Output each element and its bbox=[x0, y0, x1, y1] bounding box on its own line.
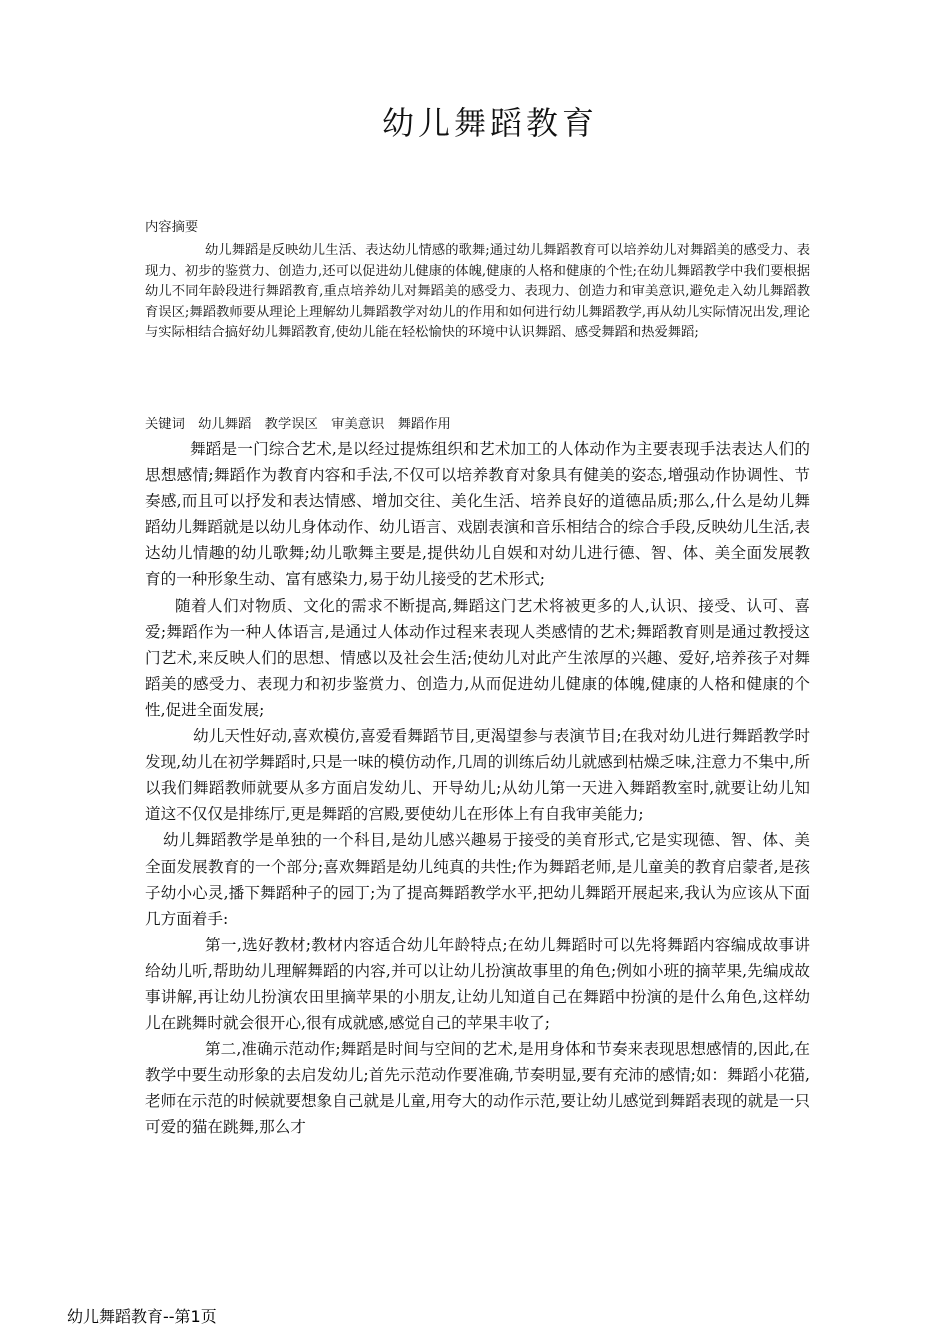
page-footer: 幼儿舞蹈教育--第1页 bbox=[67, 1307, 217, 1326]
summary-label: 内容摘要 bbox=[145, 220, 199, 235]
body-paragraph-2: 随着人们对物质、文化的需求不断提高,舞蹈这门艺术将被更多的人,认识、接受、认可、喜爱;舞蹈作为一种人体语言,是通过人体动作过程来表现人类感情的艺术;舞蹈教育则是通过教授这门艺术,来反映人们的思想、情感以及社会生活;使幼儿对此产生浓厚的兴趣、爱好,培养孩子对舞蹈美的感受力、表现力和初步鉴赏力、创造力,从而促进幼儿健康的体魄,健康的人格和健康的个性,促进全面发展; bbox=[145, 596, 810, 719]
document-title: 幼儿舞蹈教育 bbox=[381, 104, 598, 142]
body-paragraph-1: 舞蹈是一门综合艺术,是以经过提炼组织和艺术加工的人体动作为主要表现手法表达人们的思想感情;舞蹈作为教育内容和手法,不仅可以培养教育对象具有健美的姿态,增强动作协调性、节奏感,而且可以抒发和表达情感、增加交往、美化生活、培养良好的道德品质;那么,什么是幼儿舞蹈幼儿舞蹈就是以幼儿身体动作、幼儿语言、戏剧表演和音乐相结合的综合手段,反映幼儿生活,表达幼儿情趣的幼儿歌舞;幼儿歌舞主要是,提供幼儿自娱和对幼儿进行德、智、体、美全面发展教育的一种形象生动、富有感染力,易于幼儿接受的艺术形式; bbox=[145, 440, 810, 589]
body-paragraph-5: 第一,选好教材;教材内容适合幼儿年龄特点;在幼儿舞蹈时可以先将舞蹈内容编成故事讲给幼儿听,帮助幼儿理解舞蹈的内容,并可以让幼儿扮演故事里的角色;例如小班的摘苹果,先编成故事讲解,再让幼儿扮演农田里摘苹果的小朋友,让幼儿知道自己在舞蹈中扮演的是什么角色,这样幼儿在跳舞时就会很开心,很有成就感,感觉自己的苹果丰收了; bbox=[145, 935, 810, 1033]
body-paragraph-6: 第二,准确示范动作;舞蹈是时间与空间的艺术,是用身体和节奏来表现思想感情的,因此,在教学中要生动形象的去启发幼儿;首先示范动作要准确,节奏明显,要有充沛的感情;如：舞蹈小花猫,老师在示范的时候就要想象自己就是儿童,用夸大的动作示范,要让幼儿感觉到舞蹈表现的就是一只可爱的猫在跳舞,那么才 bbox=[145, 1040, 810, 1137]
summary-text: 幼儿舞蹈是反映幼儿生活、表达幼儿情感的歌舞;通过幼儿舞蹈教育可以培养幼儿对舞蹈美的感受力、表现力、初步的鉴赏力、创造力,还可以促进幼儿健康的体魄,健康的人格和健康的个性;在幼儿舞蹈教学中我们要根据幼儿不同年龄段进行舞蹈教育,重点培养幼儿对舞蹈美的感受力、表现力、创造力和审美意识,避免走入幼儿舞蹈教育误区;舞蹈教师要从理论上理解幼儿舞蹈教学对幼儿的作用和如何进行幼儿舞蹈教学,再从幼儿实际情况出发,理论与实际相结合搞好幼儿舞蹈教育,使幼儿能在轻松愉快的环境中认识舞蹈、感受舞蹈和热爱舞蹈; bbox=[145, 243, 810, 340]
keywords-line: 关键词 幼儿舞蹈 教学误区 审美意识 舞蹈作用 bbox=[145, 417, 451, 432]
body-text bbox=[145, 436, 810, 1141]
body-paragraph-3: 幼儿天性好动,喜欢模仿,喜爱看舞蹈节目,更渴望参与表演节目;在我对幼儿进行舞蹈教学时发现,幼儿在初学舞蹈时,只是一味的模仿动作,几周的训练后幼儿就感到枯燥乏味,注意力不集中,所以我们舞蹈教师就要从多方面启发幼儿、开导幼儿;从幼儿第一天进入舞蹈教室时,就要让幼儿知道这不仅仅是排练厅,更是舞蹈的宫殿,要使幼儿在形体上有自我审美能力; bbox=[145, 727, 810, 824]
body-paragraph-4: 幼儿舞蹈教学是单独的一个科目,是幼儿感兴趣易于接受的美育形式,它是实现德、智、体、美全面发展教育的一个部分;喜欢舞蹈是幼儿纯真的共性;作为舞蹈老师,是儿童美的教育启蒙者,是孩子幼小心灵,播下舞蹈种子的园丁;为了提高舞蹈教学水平,把幼儿舞蹈开展起来,我认为应该从下面几方面着手: bbox=[145, 831, 810, 928]
